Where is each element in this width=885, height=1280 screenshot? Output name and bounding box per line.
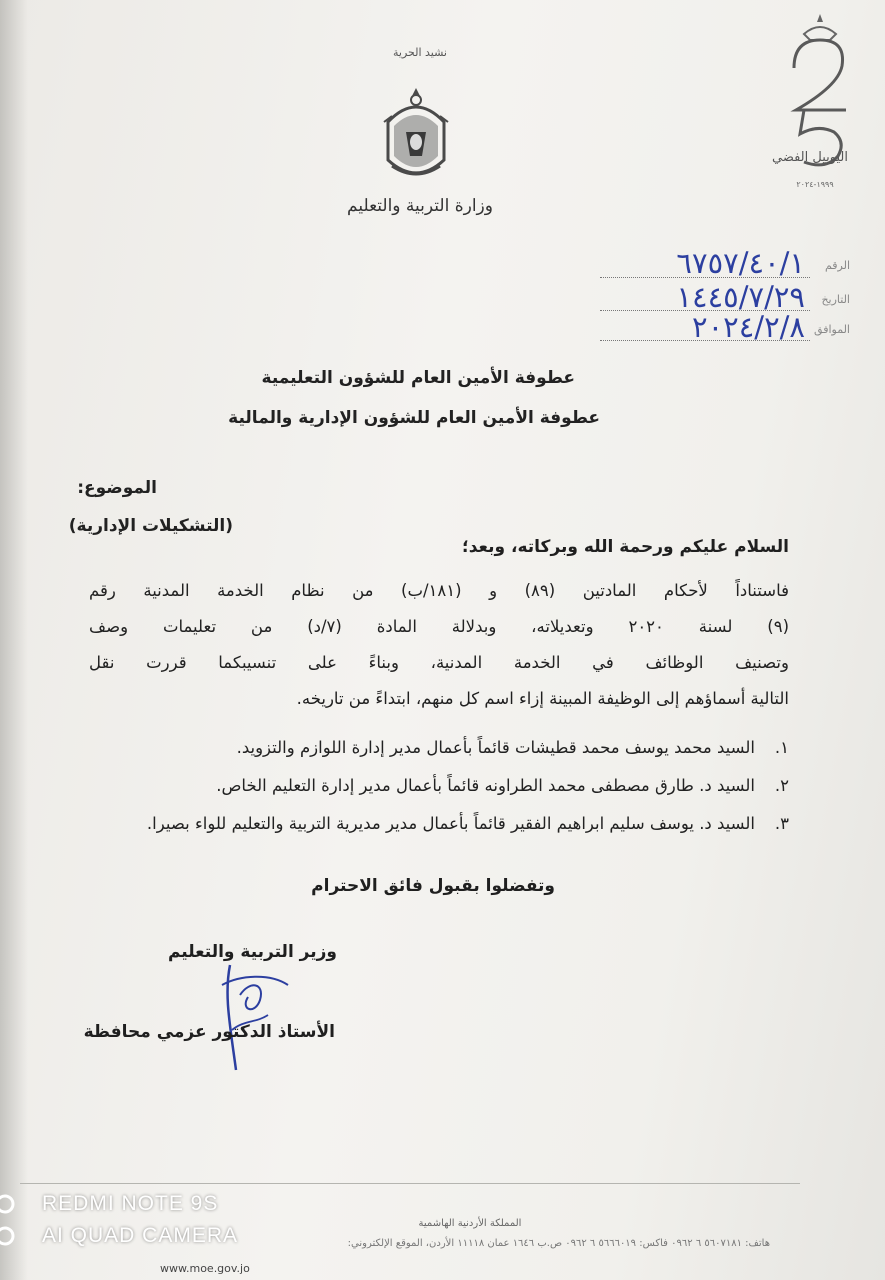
body-paragraph-line: (٩) لسنة ٢٠٢٠ وتعديلاته، وبدلالة المادة (٧/د) من تعليمات وصف: [89, 617, 789, 636]
reference-equiv-value: ٢٠٢٤/٢/٨: [692, 310, 805, 344]
list-item-number: ٢.: [774, 776, 789, 795]
camera-watermark: [0, 1188, 260, 1252]
signatory-title: وزير التربية والتعليم: [167, 942, 337, 962]
transfer-list-item: [69, 814, 789, 833]
ministry-name: وزارة التربية والتعليم: [347, 196, 493, 216]
body-paragraph-line: فاستناداً لأحكام المادتين (٨٩) و (١٨١/ب) من نظام الخدمة المدنية رقم: [89, 581, 790, 600]
footer-website: www.moe.gov.jo: [160, 1262, 250, 1275]
reference-number-value: ٦٧٥٧/٤٠/١: [676, 246, 805, 280]
footer-kingdom-name: المملكة الأردنية الهاشمية: [418, 1218, 522, 1229]
transfer-list-item: [69, 776, 789, 795]
subject-label: الموضوع:: [77, 478, 157, 498]
ministry-top-calligraphy: نشيد الحرية: [392, 46, 447, 59]
reference-date-label: التاريخ: [821, 293, 850, 306]
jordan-coat-of-arms-icon: [378, 82, 454, 190]
footer-contact-info: هاتف: ٥٦٠٧١٨١ ٦ ٠٩٦٢ فاكس: ٥٦٦٦٠١٩ ٦ ٠٩٦٢ ص.ب ١٦٤٦ عمان ١١١١٨ الأردن، الموقع الإلكتروني:: [347, 1238, 770, 1249]
jubilee-caption: اليوبيل الفضي: [772, 150, 848, 165]
body-paragraph-line: وتصنيف الوظائف في الخدمة المدنية، وبناءً على تنسيبكما قررت نقل: [89, 653, 789, 672]
watermark-camera: AI QUAD CAMERA: [42, 1224, 239, 1247]
handwritten-signature-icon: [210, 955, 300, 1075]
reference-equiv-label: الموافق: [814, 323, 850, 336]
equiv-underline: [600, 339, 810, 341]
list-item-text: السيد د. يوسف سليم ابراهيم الفقير قائماً بأعمال مدير مديرية التربية والتعليم للواء بصيرا.: [146, 814, 755, 833]
addressee-1: عطوفة الأمين العام للشؤون التعليمية: [261, 368, 575, 388]
greeting: السلام عليكم ورحمة الله وبركاته، وبعد؛: [461, 537, 789, 557]
transfer-list-item: [69, 738, 789, 757]
camera-lens-icon: [0, 1225, 16, 1247]
closing-line: وتفضلوا بقبول فائق الاحترام: [311, 876, 555, 896]
addressee-2: عطوفة الأمين العام للشؤون الإدارية والمالية: [228, 408, 600, 428]
subject-value: (التشكيلات الإدارية): [68, 516, 233, 536]
page-edge-shadow: [0, 0, 28, 1280]
jubilee-dates: ١٩٩٩-٢٠٢٤: [796, 180, 834, 189]
watermark-device: REDMI NOTE 9S: [42, 1192, 219, 1215]
reference-date-value: ١٤٤٥/٧/٢٩: [676, 280, 805, 314]
list-item-number: ١.: [774, 738, 789, 757]
reference-number-label: الرقم: [824, 259, 850, 272]
list-item-text: السيد د. طارق مصطفى محمد الطراونه قائماً بأعمال مدير إدارة التعليم الخاص.: [216, 776, 755, 795]
camera-lens-icon: [0, 1193, 16, 1215]
list-item-number: ٣.: [774, 814, 789, 833]
reference-equiv-row: [560, 308, 850, 342]
signatory-name: الأستاذ الدكتور عزمي محافظة: [83, 1022, 335, 1042]
list-item-text: السيد محمد يوسف محمد قطيشات قائماً بأعمال مدير إدارة اللوازم والتزويد.: [236, 738, 755, 757]
silver-jubilee-25-emblem-icon: [780, 10, 860, 200]
reference-number-row: [560, 244, 850, 278]
body-paragraph-line: التالية أسماؤهم إلى الوظيفة المبينة إزاء اسم كل منهم، ابتداءً من تاريخه.: [296, 689, 789, 708]
footer-divider: [20, 1183, 800, 1184]
reference-date-row: [560, 278, 850, 312]
